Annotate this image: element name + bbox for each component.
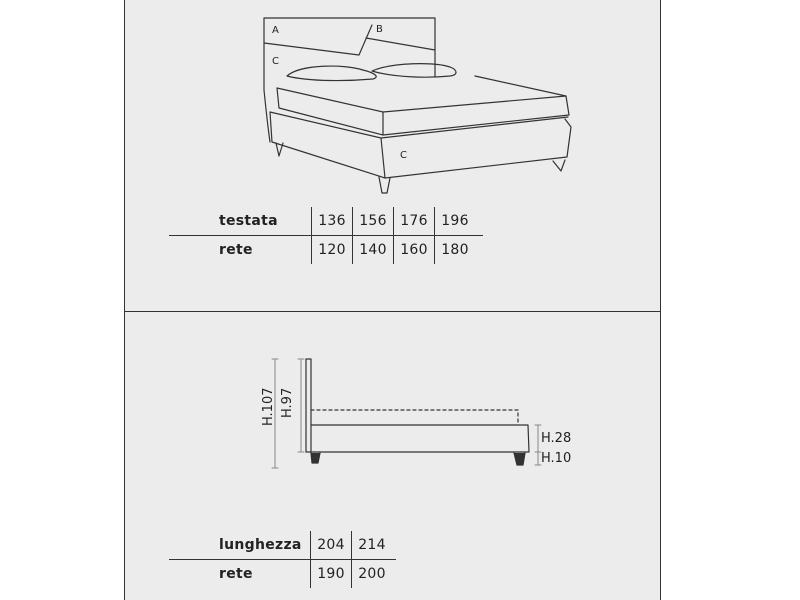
leg-front-left: [379, 177, 390, 193]
bed-side-view-drawing: [272, 359, 541, 468]
headboard-panel-a-seam: [264, 25, 372, 55]
table-row: [169, 560, 396, 589]
length-cell: 214: [352, 531, 393, 560]
side-leg-front: [514, 453, 525, 465]
size-cell: 160: [394, 236, 435, 265]
pillow-left: [287, 66, 376, 80]
table-row: [169, 236, 483, 265]
row-label-lunghezza: lunghezza: [169, 531, 311, 560]
side-mattress-dashed: [311, 410, 518, 425]
row-label-rete: rete: [219, 242, 253, 258]
label-a: A: [272, 25, 279, 36]
bed-perspective-drawing: [264, 18, 571, 193]
side-base: [311, 425, 529, 452]
dim-label-h10: H.10: [541, 451, 572, 466]
label-b: B: [376, 24, 383, 35]
length-sizes-table: [169, 531, 396, 588]
size-cell: 140: [353, 236, 394, 265]
table-rule-tail: [392, 531, 396, 560]
length-cell: 204: [311, 531, 352, 560]
side-leg-back: [311, 453, 320, 463]
dim-label-h97: H.97: [280, 387, 295, 418]
headboard-sizes-table: [169, 207, 483, 264]
dim-label-h28: H.28: [541, 431, 572, 446]
size-cell: 196: [435, 207, 476, 236]
section-divider: [125, 311, 660, 312]
pillow-right: [372, 64, 456, 78]
table-rule-tail: [475, 207, 483, 236]
bed-base: [270, 112, 571, 178]
row-label-rete: rete: [219, 566, 253, 582]
side-headboard: [306, 359, 311, 452]
length-cell: 200: [352, 560, 393, 589]
size-cell: 136: [312, 207, 353, 236]
dim-label-h107: H.107: [261, 387, 276, 426]
label-c-base: C: [400, 150, 407, 161]
leg-front-right: [553, 160, 565, 171]
row-label-testata: testata: [169, 207, 312, 236]
mattress: [277, 76, 569, 135]
length-cell: 190: [311, 560, 352, 589]
table-spacer: [392, 560, 396, 589]
headboard-panel-b-seam: [366, 38, 435, 50]
table-row: [169, 207, 483, 236]
table-spacer: [475, 236, 483, 265]
size-cell: 180: [435, 236, 476, 265]
spec-sheet: [124, 0, 661, 600]
size-cell: 120: [312, 236, 353, 265]
bed-technical-drawings: [125, 0, 660, 600]
dim-line-h97: [298, 359, 304, 452]
label-c-headboard: C: [272, 56, 279, 67]
size-cell: 156: [353, 207, 394, 236]
size-cell: 176: [394, 207, 435, 236]
table-row: [169, 531, 396, 560]
